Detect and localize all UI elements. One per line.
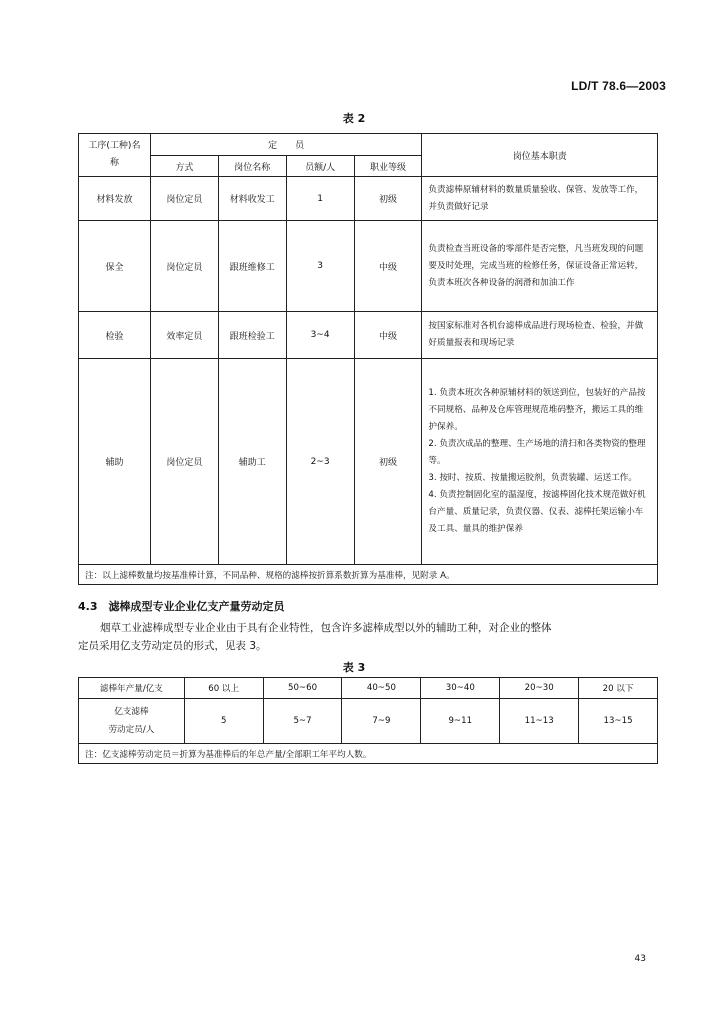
table2-note: 注：以上滤棒数量均按基准棒计算，不同品种、规格的滤棒按折算系数折算为基准棒，见附录 A。 [79,565,658,585]
cell-count: 1 [286,177,354,221]
staff-cell: 5 [184,699,263,744]
section-heading: 4.3 滤棒成型专业企业亿支产量劳动定员 [78,600,285,613]
row-label-output: 滤棒年产量/亿支 [79,678,185,699]
section-paragraph-line2: 定员采用亿支劳动定员的形式，见表 3。 [78,640,267,652]
cell-count: 3~4 [286,312,354,359]
table-row [79,312,658,359]
cell-job: 保全 [79,221,151,312]
cell-grade: 中级 [354,312,422,359]
row-label-staff-line2: 劳动定员/人 [108,725,155,735]
cell-duty: 按国家标准对各机台滤棒成品进行现场检查、检验，并做好质量报表和现场记录 [422,312,658,359]
cell-duty [422,359,658,565]
cell-method: 岗位定员 [150,359,218,565]
cell-position: 材料收发工 [218,177,286,221]
duty-item: 1. 负责本班次各种原辅材料的领送到位，包装好的产品按不同规格、品种及仓库管理规范堆码整齐，搬运工具的维护保养。 [428,388,646,432]
staff-cell: 7~9 [342,699,421,744]
cell-grade: 中级 [354,221,422,312]
cell-job: 材料发放 [79,177,151,221]
header-method: 方式 [150,156,218,177]
range-cell: 40~50 [342,678,421,699]
table2-caption: 表 2 [342,112,366,125]
duty-item: 2. 负责次成品的整理、生产场地的清扫和各类物资的整理等。 [428,439,646,466]
table2 [78,133,658,585]
cell-position: 跟班维修工 [218,221,286,312]
cell-grade: 初级 [354,177,422,221]
cell-position: 辅助工 [218,359,286,565]
page-number: 43 [634,954,646,964]
range-cell: 20~30 [500,678,579,699]
row-label-staff-line1: 亿支滤棒 [114,707,149,717]
staff-cell: 9~11 [421,699,500,744]
range-cell: 50~60 [263,678,342,699]
table-row [79,177,658,221]
header-quota: 定 员 [150,134,422,156]
cell-method: 岗位定员 [150,177,218,221]
cell-job: 辅助 [79,359,151,565]
standard-number: LD/T 78.6—2003 [571,79,666,93]
cell-job: 检验 [79,312,151,359]
range-cell: 20 以下 [579,678,658,699]
cell-count: 2~3 [286,359,354,565]
table-row [79,221,658,312]
staff-cell: 13~15 [579,699,658,744]
header-grade: 职业等级 [354,156,422,177]
staff-cell: 5~7 [263,699,342,744]
header-job: 工序(工种)名称 [79,134,151,177]
duty-item: 3. 按时、按质、按量搬运胶剂，负责装罐、运送工作。 [428,473,637,483]
table3-caption: 表 3 [342,661,366,674]
row-label-staff [79,699,185,744]
cell-duty: 负责检查当班设备的零部件是否完整，凡当班发现的问题要及时处理，完成当班的检修任务，保证设备正常运转，负责本班次各种设备的润滑和加油工作 [422,221,658,312]
table-row [79,359,658,565]
cell-grade: 初级 [354,359,422,565]
section-paragraph-line1: 烟草工业滤棒成型专业企业由于具有企业特性，包含许多滤棒成型以外的辅助工种，对企业的整体 [100,622,552,634]
table3-note: 注：亿支滤棒劳动定员＝折算为基准棒后的年总产量/全部职工年平均人数。 [79,744,658,764]
table3 [78,677,658,764]
cell-method: 岗位定员 [150,221,218,312]
cell-count: 3 [286,221,354,312]
header-count: 员额/人 [286,156,354,177]
header-duty: 岗位基本职责 [422,134,658,177]
staff-cell: 11~13 [500,699,579,744]
range-cell: 30~40 [421,678,500,699]
header-position: 岗位名称 [218,156,286,177]
duty-item: 4. 负责控制固化室的温湿度，按滤棒固化技术规范做好机台产量、质量记录，负责仪器、仪表、滤棒托架运输小车及工具、量具的维护保养 [428,490,646,534]
cell-method: 效率定员 [150,312,218,359]
cell-position: 跟班检验工 [218,312,286,359]
cell-duty: 负责滤棒原辅材料的数量质量验收、保管、发放等工作，并负责做好记录 [422,177,658,221]
range-cell: 60 以上 [184,678,263,699]
